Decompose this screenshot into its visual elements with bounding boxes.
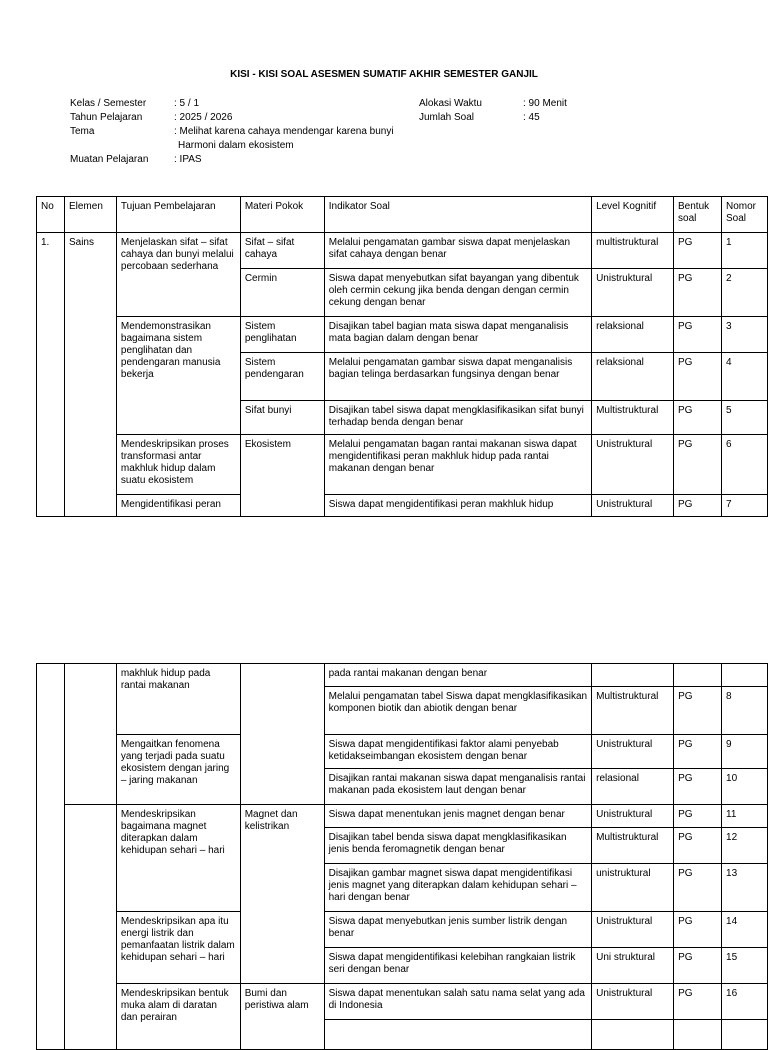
meta-left xyxy=(70,97,430,167)
header-tujuan: Tujuan Pembelajaran xyxy=(116,197,240,233)
header-bentuk: Bentuk soal xyxy=(674,197,722,233)
table-row xyxy=(37,805,768,828)
indikator-cell: Siswa dapat mengidentifikasi kelebihan rangkaian listrik seri dengan benar xyxy=(324,948,592,984)
tujuan-cell: Mendemonstrasikan bagaimana sistem penglihatan dan pendengaran manusia bekerja xyxy=(116,317,240,435)
header-elemen: Elemen xyxy=(64,197,116,233)
level-cell: relaksional xyxy=(592,317,674,353)
nomor-cell: 14 xyxy=(722,912,768,948)
bentuk-cell: PG xyxy=(674,269,722,317)
materi-cell: Cermin xyxy=(240,269,324,317)
bentuk-cell: PG xyxy=(674,769,722,805)
kisi-table-page-2 xyxy=(36,663,768,1050)
tujuan-cell: Mendeskripsikan bentuk muka alam di daratan dan perairan xyxy=(116,984,240,1050)
level-cell: Unistruktural xyxy=(592,435,674,495)
no-cell xyxy=(37,664,65,1050)
level-cell xyxy=(592,1020,674,1050)
table-row xyxy=(37,495,768,517)
indikator-cell: Siswa dapat menyebutkan sifat bayangan yang dibentuk oleh cermin cekung jika benda dengan dengan cermin cekung dengan benar xyxy=(324,269,591,317)
materi-cell: Magnet dan kelistrikan xyxy=(240,805,324,984)
muatan-value: : IPAS xyxy=(174,154,202,165)
indikator-cell: Disajikan tabel siswa dapat mengklasifikasikan sifat bunyi terhadap benda dengan benar xyxy=(324,401,591,435)
nomor-cell: 6 xyxy=(721,435,767,495)
level-cell: Unistruktural xyxy=(592,269,674,317)
elemen-cell xyxy=(64,664,116,805)
meta-right xyxy=(419,97,619,125)
nomor-cell: 13 xyxy=(722,864,768,912)
nomor-cell xyxy=(722,1020,768,1050)
level-cell: Unistruktural xyxy=(592,735,674,769)
bentuk-cell: PG xyxy=(674,353,722,401)
nomor-cell: 2 xyxy=(721,269,767,317)
indikator-cell: Melalui pengamatan bagan rantai makanan siswa dapat mengidentifikasi peran makhluk hidup pada rantai makanan dengan benar xyxy=(324,435,591,495)
level-cell: unistruktural xyxy=(592,864,674,912)
tujuan-cell: Mengaitkan fenomena yang terjadi pada suatu ekosistem dengan jaring – jaring makanan xyxy=(116,735,240,805)
indikator-cell: Siswa dapat menyebutkan jenis sumber listrik dengan benar xyxy=(324,912,592,948)
level-cell: Unistruktural xyxy=(592,912,674,948)
tujuan-cell: Mengidentifikasi peran xyxy=(116,495,240,517)
tujuan-cell: Menjelaskan sifat – sifat cahaya dan bunyi melalui percobaan sederhana xyxy=(116,233,240,317)
bentuk-cell: PG xyxy=(674,233,722,269)
indikator-cell: Siswa dapat menentukan salah satu nama selat yang ada di Indonesia xyxy=(324,984,592,1020)
header-nomor: Nomor Soal xyxy=(721,197,767,233)
elemen-cell xyxy=(64,805,116,1050)
tema-label: Tema xyxy=(70,126,95,137)
level-cell xyxy=(592,664,674,687)
kelas-value: : 5 / 1 xyxy=(174,98,200,109)
nomor-cell: 4 xyxy=(721,353,767,401)
materi-cell xyxy=(240,664,324,805)
bentuk-cell: PG xyxy=(674,317,722,353)
level-cell: Uni struktural xyxy=(592,948,674,984)
indikator-cell: Melalui pengamatan gambar siswa dapat menganalisis bagian telinga berdasarkan fungsinya dengan benar xyxy=(324,353,591,401)
level-cell: relasional xyxy=(592,769,674,805)
indikator-cell: Siswa dapat mengidentifikasi faktor alami penyebab ketidakseimbangan ekosistem dengan benar xyxy=(324,735,592,769)
kelas-label: Kelas / Semester xyxy=(70,98,147,109)
level-cell: Multistruktural xyxy=(592,401,674,435)
bentuk-cell: PG xyxy=(674,735,722,769)
bentuk-cell: PG xyxy=(674,912,722,948)
bentuk-cell: PG xyxy=(674,864,722,912)
table-header-row xyxy=(37,197,768,233)
tujuan-cell: Mendeskripsikan apa itu energi listrik dan pemanfaatan listrik dalam kehidupan sehari – hari xyxy=(116,912,240,984)
level-cell: Unistruktural xyxy=(592,984,674,1020)
tema-value-continued: Harmoni dalam ekosistem xyxy=(178,140,294,151)
bentuk-cell: PG xyxy=(674,495,722,517)
indikator-cell: Siswa dapat mengidentifikasi peran makhluk hidup xyxy=(324,495,591,517)
header-indikator: Indikator Soal xyxy=(324,197,591,233)
nomor-cell: 9 xyxy=(722,735,768,769)
tema-value: : Melihat karena cahaya mendengar karena bunyi xyxy=(174,126,394,137)
jumlah-label: Jumlah Soal xyxy=(419,112,475,123)
materi-cell: Sifat – sifat cahaya xyxy=(240,233,324,269)
indikator-cell: Disajikan gambar magnet siswa dapat mengidentifikasi jenis magnet yang diterapkan dalam kehidupan sehari – hari dengan benar xyxy=(324,864,592,912)
table-row xyxy=(37,735,768,769)
level-cell: Unistruktural xyxy=(592,495,674,517)
materi-cell: Sifat bunyi xyxy=(240,401,324,435)
indikator-cell: Melalui pengamatan gambar siswa dapat menjelaskan sifat cahaya dengan benar xyxy=(324,233,591,269)
tujuan-cell: makhluk hidup pada rantai makanan xyxy=(116,664,240,735)
nomor-cell: 10 xyxy=(722,769,768,805)
bentuk-cell: PG xyxy=(674,687,722,735)
bentuk-cell xyxy=(674,664,722,687)
nomor-cell: 8 xyxy=(722,687,768,735)
level-cell: Multistruktural xyxy=(592,687,674,735)
tujuan-cell: Mendeskripsikan bagaimana magnet diterapkan dalam kehidupan sehari – hari xyxy=(116,805,240,912)
indikator-cell: pada rantai makanan dengan benar xyxy=(324,664,592,687)
indikator-cell: Disajikan tabel bagian mata siswa dapat menganalisis mata bagian dalam dengan benar xyxy=(324,317,591,353)
table-row xyxy=(37,912,768,948)
nomor-cell: 11 xyxy=(722,805,768,828)
nomor-cell: 16 xyxy=(722,984,768,1020)
materi-cell: Sistem penglihatan xyxy=(240,317,324,353)
jumlah-value: : 45 xyxy=(523,112,540,123)
nomor-cell: 15 xyxy=(722,948,768,984)
header-level: Level Kognitif xyxy=(592,197,674,233)
tahun-label: Tahun Pelajaran xyxy=(70,112,143,123)
elemen-cell: Sains xyxy=(64,233,116,517)
bentuk-cell: PG xyxy=(674,984,722,1020)
bentuk-cell: PG xyxy=(674,828,722,864)
alokasi-value: : 90 Menit xyxy=(523,98,567,109)
nomor-cell xyxy=(722,664,768,687)
bentuk-cell: PG xyxy=(674,401,722,435)
nomor-cell: 7 xyxy=(721,495,767,517)
alokasi-label: Alokasi Waktu xyxy=(419,98,482,109)
level-cell: relaksional xyxy=(592,353,674,401)
document-title: KISI - KISI SOAL ASESMEN SUMATIF AKHIR SEMESTER GANJIL xyxy=(230,69,538,80)
table-row xyxy=(37,435,768,495)
bentuk-cell: PG xyxy=(674,435,722,495)
indikator-cell: Disajikan tabel benda siswa dapat mengklasifikasikan jenis benda feromagnetik dengan benar xyxy=(324,828,592,864)
nomor-cell: 5 xyxy=(721,401,767,435)
nomor-cell: 1 xyxy=(721,233,767,269)
bentuk-cell: PG xyxy=(674,805,722,828)
level-cell: Unistruktural xyxy=(592,805,674,828)
materi-cell: Sistem pendengaran xyxy=(240,353,324,401)
kisi-table-page-1 xyxy=(36,196,768,517)
header-materi: Materi Pokok xyxy=(240,197,324,233)
muatan-label: Muatan Pelajaran xyxy=(70,154,149,165)
table-row xyxy=(37,664,768,687)
bentuk-cell xyxy=(674,1020,722,1050)
header-no: No xyxy=(37,197,65,233)
level-cell: multistruktural xyxy=(592,233,674,269)
no-cell: 1. xyxy=(37,233,65,517)
nomor-cell: 3 xyxy=(721,317,767,353)
nomor-cell: 12 xyxy=(722,828,768,864)
table-row xyxy=(37,984,768,1020)
table-row xyxy=(37,317,768,353)
indikator-cell: Melalui pengamatan tabel Siswa dapat mengklasifikasikan komponen biotik dan abiotik dengan benar xyxy=(324,687,592,735)
indikator-cell: Siswa dapat menentukan jenis magnet dengan benar xyxy=(324,805,592,828)
materi-cell: Bumi dan peristiwa alam xyxy=(240,984,324,1050)
materi-cell: Ekosistem xyxy=(240,435,324,517)
table-row xyxy=(37,233,768,269)
bentuk-cell: PG xyxy=(674,948,722,984)
indikator-cell: Disajikan rantai makanan siswa dapat menganalisis rantai makanan pada ekosistem laut dengan benar xyxy=(324,769,592,805)
indikator-cell xyxy=(324,1020,592,1050)
tahun-value: : 2025 / 2026 xyxy=(174,112,233,123)
tujuan-cell: Mendeskripsikan proses transformasi antar makhluk hidup dalam suatu ekosistem xyxy=(116,435,240,495)
level-cell: Multistruktural xyxy=(592,828,674,864)
